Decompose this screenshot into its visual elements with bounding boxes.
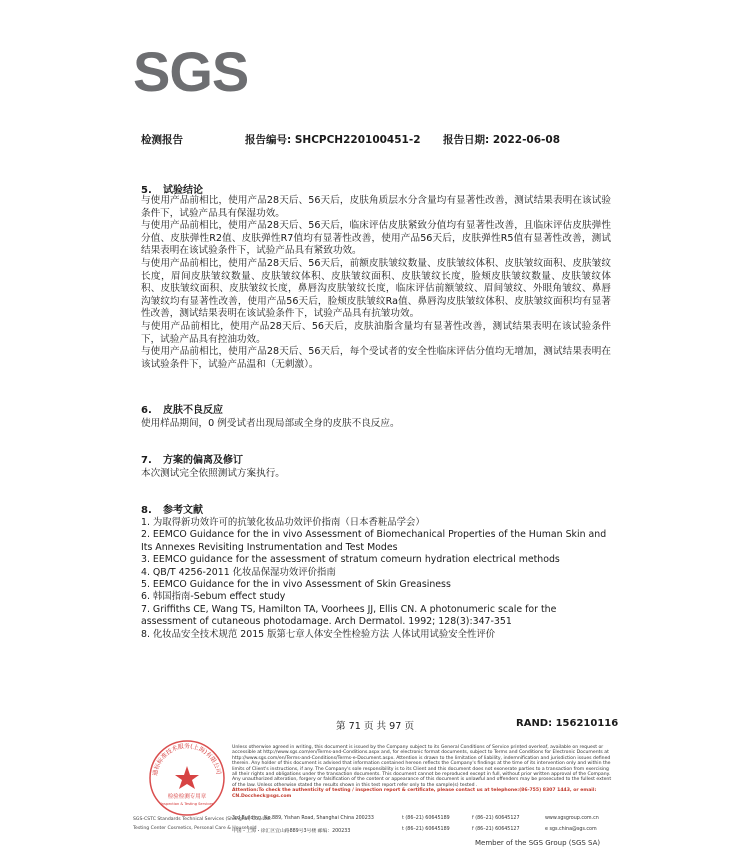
tel-en: t (86–21) 60645189 bbox=[402, 816, 450, 821]
paragraph: 与使用产品前相比，使用产品28天后、56天后，每个受试者的安全性临床评估分值均无增加，测试结果表明在该试验条件下，试验产品温和（无刺激）。 bbox=[141, 346, 611, 370]
member-line: Member of the SGS Group (SGS SA) bbox=[475, 839, 601, 847]
address-en: 3rd Building, No.889, Yishan Road, Shanghai China 200233 bbox=[232, 816, 374, 821]
paragraph: 与使用产品前相比，使用产品28天后、56天后，皮肤油脂含量均有显著性改善，测试结果表明在该试验条件下，试验产品具有控油功效。 bbox=[141, 320, 611, 345]
section-7-title: 7. 方案的偏离及修订 bbox=[141, 455, 243, 466]
reference-item: 7. Griffiths CE, Wang TS, Hamilton TA, Voorhees JJ, Ellis CN. A photonumeric scale for the assessment of cutaneous photodamage. Arch Dermatol. 1992; 128(3):347-351 bbox=[141, 603, 557, 628]
reference-item: 6. 韩国指南-Sebum effect study bbox=[141, 591, 286, 603]
report-label: 检测报告 bbox=[141, 134, 183, 146]
reference-item: 8. 化妆品安全技术规范 2015 版第七章人体安全性检验方法 人体试用试验安全性评价 bbox=[141, 628, 496, 640]
website: www.sgsgroup.com.cn bbox=[545, 816, 599, 821]
star-icon bbox=[175, 766, 199, 789]
page-number: 第 71 页 共 97 页 bbox=[336, 721, 415, 732]
stamp-ring-text: 通标标准技术服务(上海)有限公司 bbox=[151, 742, 222, 777]
paragraph: 本次测试完全依照测试方案执行。 bbox=[141, 468, 285, 479]
report-number: 报告编号: SHCPCH220100451-2 bbox=[245, 134, 421, 146]
reference-item: 5. EEMCO Guidance for the in vivo Assessment of Skin Greasiness bbox=[141, 579, 451, 591]
address-cn: 中国・上海・徐汇区宜山路889号3号楼 邮编：200233 bbox=[232, 829, 351, 834]
section-5-title: 5. 试验结论 bbox=[141, 185, 203, 196]
reference-item: 1. 为取得新功效许可的抗皱化妆品功效评价指南（日本香粧品学会） bbox=[141, 517, 425, 528]
disclaimer-text: Unless otherwise agreed in writing, this document is issued by the Company subject to its General Conditions of Service printed overleaf, available on request or accessible at http://www.sgs.com/en/Terms-and-Conditions.aspx and, for electronic format documents, subject to Terms and Conditions for Electronic Documents at http://www.sgs.com/en/Terms-and-Conditions/Terms-e-Document.aspx. Attention is drawn to the limitation of liability, indemnification and jurisdiction issues defined therein. Any holder of this document is advised that information contained hereon reflects the Company's findings at the time of its intervention only and within the limits of Client's instructions, if any. The Company's sole responsibility is to its Client and this document does not exonerate parties to a transaction from exercising all their rights and obligations under the transaction documents. This document cannot be reproduced except in full, without prior written approval of the Company. Any unauthorized alteration, forgery or falsification of the content or appearance of this document is unlawful and offenders may be prosecuted to the fullest extent of the law. Unless otherwise stated the results shown in this test report refer only to the sample(s) tested . bbox=[232, 745, 612, 788]
sgs-logo: SGS bbox=[133, 40, 249, 103]
fax-cn: f (86–21) 60645127 bbox=[472, 827, 520, 832]
reference-item: 3. EEMCO guidance for the assessment of stratum comeurn hydration electrical methods bbox=[141, 554, 560, 566]
tel-cn: t (86–21) 60645189 bbox=[402, 827, 450, 832]
legal-disclaimer bbox=[232, 745, 612, 799]
report-date: 报告日期: 2022-06-08 bbox=[443, 134, 561, 146]
section-6-title: 6. 皮肤不良反应 bbox=[141, 405, 223, 416]
paragraph: 与使用产品前相比，使用产品28天后、56天后，前额皮肤皱纹数量、皮肤皱纹体积、皮肤皱纹面积、皮肤皱纹长度，眉间皮肤皱纹数量、皮肤皱纹体积、皮肤皱纹面积、皮肤皱纹长度，脸颊皮肤皱纹数量、皮肤皱纹体积、皮肤皱纹面积、皮肤皱纹长度，鼻唇沟皮肤皱纹长度，临床评估前额皱纹、眉间皱纹、外眼角皱纹、鼻唇沟皱纹均有显著性改善，使用产品56天后，脸颊皮肤皱纹Ra值、鼻唇沟皮肤皱纹体积、皮肤皱纹面积均有显著性改善，测试结果表明在该试验条件下，试验产品具有抗皱功效。 bbox=[141, 257, 611, 320]
company-stamp bbox=[147, 738, 227, 818]
stamp-subtext: Inspection & Testing Services bbox=[160, 802, 214, 806]
stamp-text: 检验检测专用章 bbox=[167, 794, 207, 800]
company-name-side: SGS-CSTC Standards Technical Services (Shanghai) Co., Ltd. Testing Center Cosmetics, Personal Care & Household bbox=[133, 817, 272, 831]
reference-item: 2. EEMCO Guidance for the in vivo Assessment of Biomechanical Properties of the Human Skin and Its Annexes Revisiting Instrumentation and Test Modes bbox=[141, 529, 607, 553]
reference-item: 4. QB/T 4256-2011 化妆品保湿功效评价指南 bbox=[141, 566, 336, 578]
reference-list bbox=[141, 517, 611, 641]
fax-en: f (86–21) 60645127 bbox=[472, 816, 520, 821]
rand-code: RAND: 156210116 bbox=[516, 718, 619, 729]
section-5-body bbox=[141, 195, 611, 371]
email: e sgs.china@sgs.com bbox=[545, 827, 597, 832]
section-8-title: 8. 参考文献 bbox=[141, 505, 203, 516]
section-7-body bbox=[141, 468, 611, 481]
paragraph: 使用样品期间，0 例受试者出现局部或全身的皮肤不良反应。 bbox=[141, 418, 400, 429]
section-6-body bbox=[141, 418, 611, 431]
paragraph: 与使用产品前相比，使用产品28天后、56天后，临床评估皮肤紧致分值均有显著性改善，且临床评估皮肤弹性分值、皮肤弹性R2值、皮肤弹性R7值均有显著性改善，使用产品56天后，皮肤弹性R5值有显著性改善，测试结果表明在该试验条件下，试验产品具有紧致功效。 bbox=[141, 220, 611, 257]
attention-text: Attention:To check the authenticity of testing / inspection report & certificate, please contact us at telephone:(86-755) 8307 1443, or email: CN.Doccheck@sgs.com bbox=[232, 788, 597, 799]
paragraph: 与使用产品前相比，使用产品28天后、56天后，皮肤角质层水分含量均有显著性改善，测试结果表明在该试验条件下，试验产品具有保湿功效。 bbox=[141, 195, 611, 219]
